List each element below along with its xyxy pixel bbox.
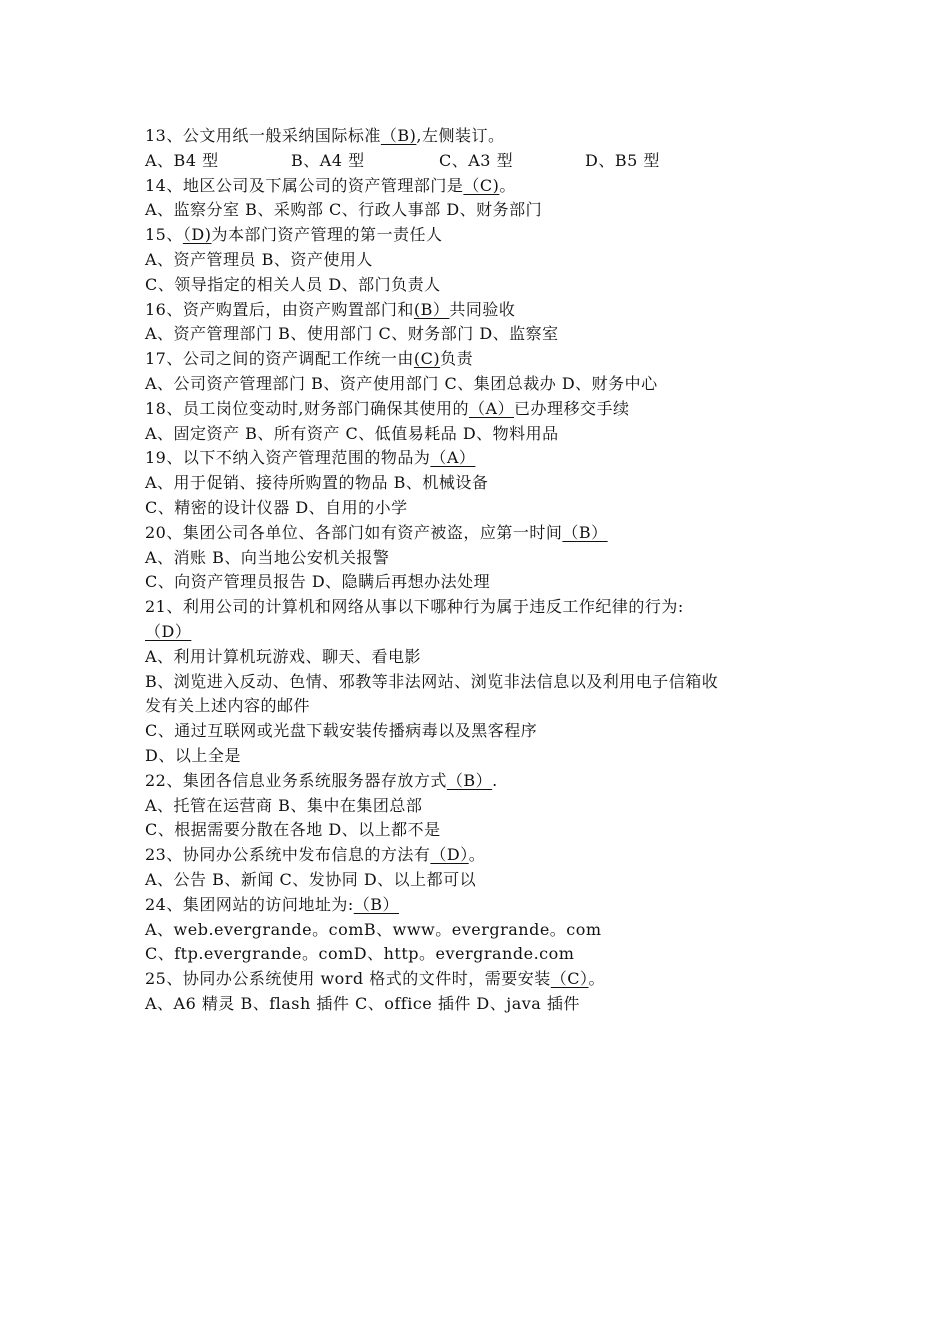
question-24-options-1: A、web.evergrande。comB、www。evergrande。com	[145, 919, 602, 939]
question-20-stem	[145, 521, 825, 546]
question-19-options-2: C、精密的设计仪器 D、自用的小学	[145, 497, 408, 517]
answer-blank: （A）	[468, 398, 515, 418]
question-text: 。	[468, 845, 486, 865]
question-21-answer-line	[145, 620, 825, 645]
answer-blank: （C）	[550, 969, 589, 989]
answer-blank: (B）	[413, 299, 450, 319]
question-19-stem	[145, 446, 825, 471]
question-text: 13、公文用纸一般采纳国际标准	[145, 126, 381, 145]
question-text: 16、资产购置后，由资产购置部门和	[145, 299, 414, 319]
question-21-option-c: C、通过互联网或光盘下载安装传播病毒以及黑客程序	[145, 721, 538, 741]
question-23-stem	[145, 843, 825, 868]
question-21-option-b: B、浏览进入反动、色情、邪教等非法网站、浏览非法信息以及利用电子信箱收	[145, 671, 719, 691]
question-18-options: A、固定资产 B、所有资产 C、低值易耗品 D、物料用品	[145, 423, 559, 443]
question-text: 20、集团公司各单位、各部门如有资产被盗，应第一时间	[145, 522, 563, 542]
answer-blank: （D)	[182, 225, 212, 245]
question-text: 。	[499, 175, 516, 195]
answer-blank: （B）	[353, 894, 400, 914]
question-19-options-1: A、用于促销、接待所购置的物品 B、机械设备	[145, 473, 489, 493]
question-text: 18、员工岗位变动时,财务部门确保其使用的	[145, 398, 469, 418]
question-text: 。	[588, 969, 606, 989]
option-b: B、A4 型	[291, 150, 365, 170]
question-24-stem	[145, 893, 825, 918]
question-23-options: A、公告 B、新闻 C、发协同 D、以上都可以	[145, 869, 477, 889]
question-13-options	[145, 149, 825, 174]
question-15-options-2: C、领导指定的相关人员 D、部门负责人	[145, 274, 441, 294]
answer-blank: （A）	[430, 448, 476, 468]
question-17-options: A、公司资产管理部门 B、资产使用部门 C、集团总裁办 D、财务中心	[145, 373, 658, 393]
question-text: 24、集团网站的访问地址为:	[145, 894, 354, 914]
question-14-stem	[145, 174, 825, 199]
question-text: 17、公司之间的资产调配工作统一由	[145, 349, 414, 369]
option-a: A、B4 型	[145, 150, 219, 170]
option-c: C、A3 型	[439, 150, 514, 170]
question-20-options-2: C、向资产管理员报告 D、隐瞒后再想办法处理	[145, 572, 491, 592]
answer-blank: (C)	[413, 349, 441, 369]
question-22-options-2: C、根据需要分散在各地 D、以上都不是	[145, 820, 441, 840]
question-14-options: A、监察分室 B、采购部 C、行政人事部 D、财务部门	[145, 200, 543, 220]
question-16-options: A、资产管理部门 B、使用部门 C、财务部门 D、监察室	[145, 324, 559, 344]
question-16-stem	[145, 298, 825, 323]
question-20-options-1: A、消账 B、向当地公安机关报警	[145, 547, 390, 567]
question-15-options-1: A、资产管理员 B、资产使用人	[145, 249, 373, 269]
question-21-option-a: A、利用计算机玩游戏、聊天、看电影	[145, 646, 422, 666]
question-text: .	[492, 770, 498, 790]
question-text: ,左侧装订。	[416, 126, 505, 145]
question-text: 14、地区公司及下属公司的资产管理部门是	[145, 175, 464, 195]
question-text: 为本部门资产管理的第一责任人	[211, 225, 443, 245]
question-25-stem	[145, 967, 825, 992]
question-18-stem	[145, 397, 825, 422]
question-13-stem	[145, 124, 825, 149]
question-25-options: A、A6 精灵 B、flash 插件 C、office 插件 D、java 插件	[145, 993, 580, 1013]
answer-blank: （B)	[380, 126, 417, 145]
question-22-stem	[145, 769, 825, 794]
answer-blank: （D）	[430, 845, 469, 865]
question-21-option-b-cont: 发有关上述内容的邮件	[145, 696, 311, 716]
question-text: 23、协同办公系统中发布信息的方法有	[145, 845, 431, 865]
question-17-stem	[145, 347, 825, 372]
question-22-options-1: A、托管在运营商 B、集中在集团总部	[145, 795, 423, 815]
question-text: 负责	[440, 349, 474, 369]
question-text: 22、集团各信息业务系统服务器存放方式	[145, 770, 447, 790]
option-d: D、B5 型	[585, 150, 660, 170]
question-21-stem: 21、利用公司的计算机和网络从事以下哪种行为属于违反工作纪律的行为:	[145, 597, 684, 617]
question-text: 19、以下不纳入资产管理范围的物品为	[145, 448, 431, 468]
question-24-options-2: C、ftp.evergrande。comD、http。evergrande.com	[145, 944, 575, 964]
question-21-option-d: D、以上全是	[145, 745, 241, 765]
answer-blank: （D）	[145, 621, 192, 641]
question-text: 15、	[145, 225, 183, 245]
answer-blank: （B）	[446, 770, 493, 790]
question-text: 25、协同办公系统使用 word 格式的文件时，需要安装	[145, 969, 551, 989]
question-text: 共同验收	[449, 299, 516, 319]
question-15-stem	[145, 223, 825, 248]
answer-blank: （B）	[562, 522, 608, 542]
document-page	[145, 124, 825, 1017]
answer-blank: （C)	[463, 175, 500, 195]
question-text: 已办理移交手续	[514, 398, 630, 418]
